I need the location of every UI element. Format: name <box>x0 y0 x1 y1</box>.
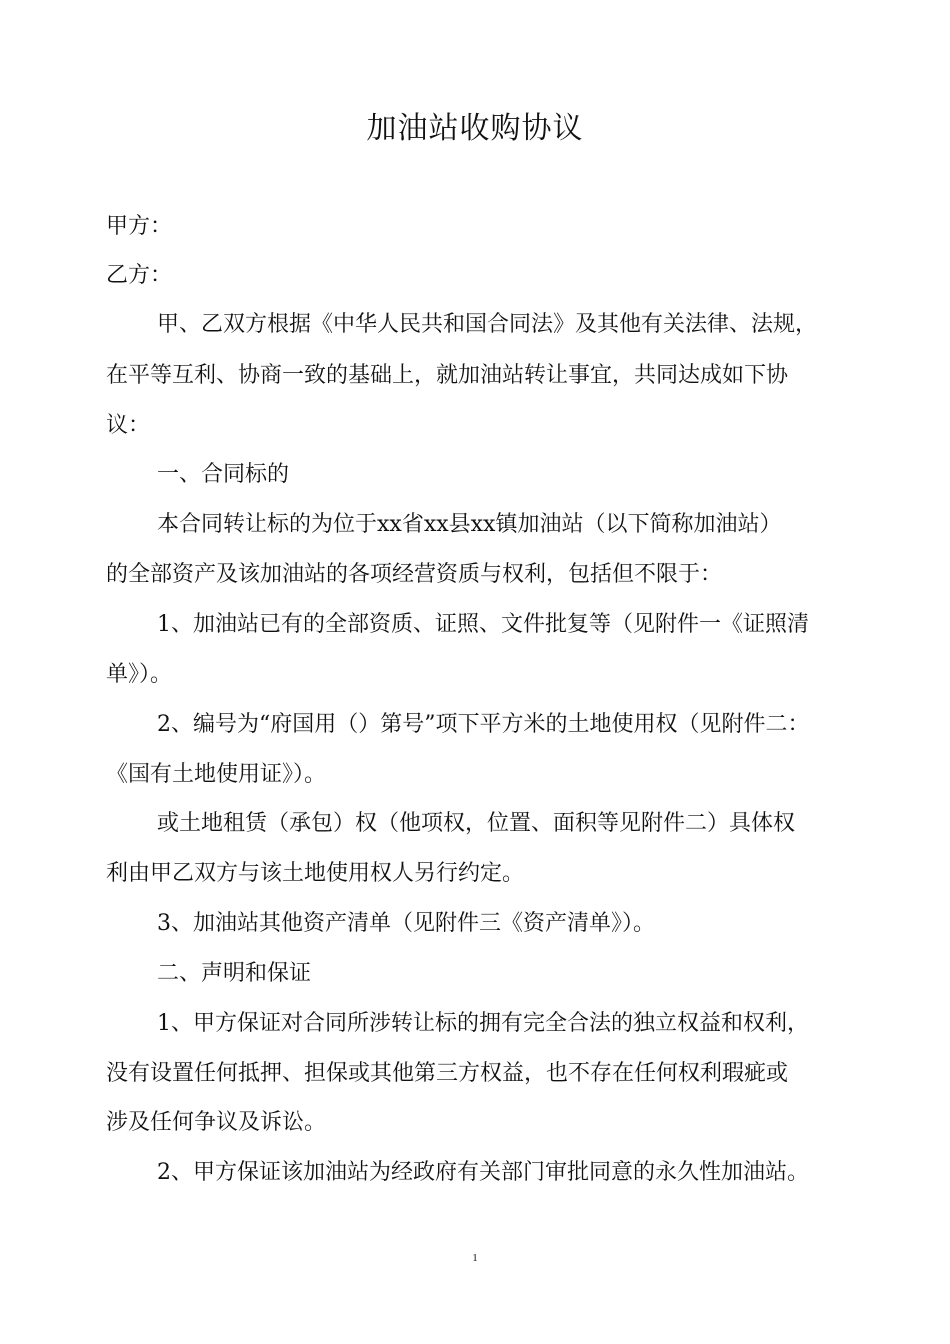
page-number: 1 <box>472 1252 478 1264</box>
subject-line-1: 本合同转让标的为位于xx省xx县xx镇加油站（以下简称加油站） <box>157 512 782 537</box>
party-a-line: 甲方： <box>106 214 173 239</box>
item-3-line: 3、加油站其他资产清单（见附件三《资产清单》）。 <box>157 911 655 936</box>
item-1-line-1: 1、加油站已有的全部资质、证照、文件批复等（见附件一《证照清 <box>157 612 809 637</box>
lease-line-1: 或土地租赁（承包）权（他项权，位置、面积等见附件二）具体权 <box>157 811 796 836</box>
lease-line-2: 利由甲乙双方与该土地使用权人另行约定。 <box>106 861 525 886</box>
section-heading-1: 一、合同标的 <box>157 462 290 487</box>
warranty-1-line-1: 1、甲方保证对合同所涉转让标的拥有完全合法的独立权益和权利， <box>157 1011 809 1036</box>
party-b-line: 乙方： <box>106 263 173 288</box>
warranty-1-line-2: 没有设置任何抵押、担保或其他第三方权益，也不存在任何权利瑕疵或 <box>106 1061 789 1086</box>
item-2-line-2: 《国有土地使用证》）。 <box>106 762 327 787</box>
preamble-line-3: 议： <box>106 413 151 438</box>
preamble-line-2: 在平等互利、协商一致的基础上，就加油站转让事宜，共同达成如下协 <box>106 363 789 388</box>
item-1-line-2: 单》）。 <box>106 662 173 687</box>
subject-line-2: 的全部资产及该加油站的各项经营资质与权利，包括但不限于： <box>106 562 723 587</box>
warranty-2-line: 2、甲方保证该加油站为经政府有关部门审批同意的永久性加油站。 <box>157 1160 809 1185</box>
section-heading-2: 二、声明和保证 <box>157 961 312 986</box>
preamble-line-1: 甲、乙双方根据《中华人民共和国合同法》及其他有关法律、法规， <box>157 312 818 337</box>
warranty-1-line-3: 涉及任何争议及诉讼。 <box>106 1110 327 1135</box>
document-title: 加油站收购协议 <box>366 111 584 146</box>
item-2-line-1: 2、编号为“府国用（）第号”项下平方米的土地使用权（见附件二： <box>157 712 810 737</box>
